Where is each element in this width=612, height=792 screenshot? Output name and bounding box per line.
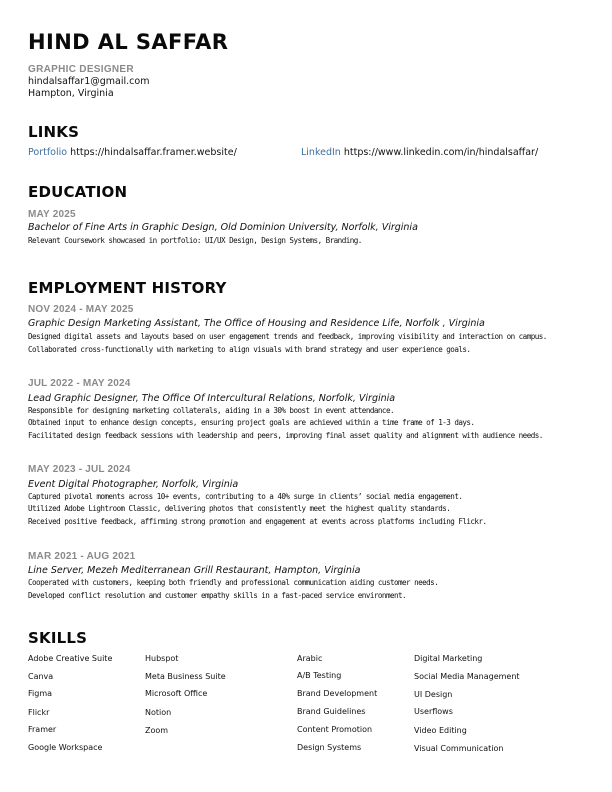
skill-item: Design Systems xyxy=(297,743,362,752)
job-date: NOV 2024 - MAY 2025 xyxy=(28,304,134,315)
skill-item: Adobe Creative Suite xyxy=(28,654,113,663)
linkedin-link-url[interactable]: https://www.linkedin.com/in/hindalsaffar/ xyxy=(343,147,539,158)
skill-item: Canva xyxy=(28,672,54,681)
job-bullet: Collaborated cross-functionally with marketing to align visuals with brand strategy and user experience goals. xyxy=(28,345,471,354)
skill-item: Digital Marketing xyxy=(414,654,483,663)
job-bullet: Facilitated design feedback sessions with leadership and peers, improving final asset quality and alignment with audience needs. xyxy=(28,431,543,440)
job-bullet: Captured pivotal moments across 10+ events, contributing to a 40% surge in clients’ social media engagement. xyxy=(28,492,463,501)
job-title: Lead Graphic Designer, The Office Of Intercultural Relations, Norfolk, Virginia xyxy=(28,393,396,404)
job-title: Graphic Design Marketing Assistant, The Office of Housing and Residence Life, Norfolk , Virginia xyxy=(28,318,485,329)
links-heading: LINKS xyxy=(28,123,80,141)
skill-item: Meta Business Suite xyxy=(145,672,226,681)
job-bullet: Cooperated with customers, keeping both friendly and professional communication aiding customer needs. xyxy=(28,578,439,587)
education-note: Relevant Coursework showcased in portfolio: UI/UX Design, Design Systems, Branding. xyxy=(28,236,362,245)
job-title: Event Digital Photographer, Norfolk, Virginia xyxy=(28,479,239,490)
job-date: MAR 2021 - AUG 2021 xyxy=(28,551,136,562)
skill-item: Google Workspace xyxy=(28,743,103,752)
education-heading: EDUCATION xyxy=(28,183,128,201)
job-bullet: Received positive feedback, affirming strong promotion and engagement at events across platforms including Flickr. xyxy=(28,517,487,526)
job-bullet: Developed conflict resolution and customer empathy skills in a fast-paced service environment. xyxy=(28,591,407,600)
skill-item: Content Promotion xyxy=(297,725,373,734)
education-date: MAY 2025 xyxy=(28,209,76,220)
skills-heading: SKILLS xyxy=(28,629,88,647)
job-bullet: Designed digital assets and layouts based on user engagement trends and feedback, improving visibility and interaction on campus. xyxy=(28,332,547,341)
job-role: GRAPHIC DESIGNER xyxy=(28,64,134,75)
portfolio-link-label[interactable]: Portfolio xyxy=(28,147,68,158)
email[interactable]: hindalsaffar1@gmail.com xyxy=(28,76,150,87)
portfolio-link[interactable] xyxy=(28,147,237,158)
job-bullet: Utilized Adobe Lightroom Classic, delivering photos that consistently meet the highest quality standards. xyxy=(28,504,451,513)
skill-item: UI Design xyxy=(414,690,453,699)
skill-item: Framer xyxy=(28,725,57,734)
skill-item: Figma xyxy=(28,689,53,698)
job-bullet: Obtained input to enhance design concepts, ensuring project goals are achieved within a time frame of 1-3 days. xyxy=(28,418,475,427)
linkedin-link-label[interactable]: LinkedIn xyxy=(301,147,341,158)
skill-item: Userflows xyxy=(414,707,453,716)
job-date: MAY 2023 - JUL 2024 xyxy=(28,464,131,475)
skill-item: Flickr xyxy=(28,708,50,717)
job-date: JUL 2022 - MAY 2024 xyxy=(28,378,131,389)
skill-item: Social Media Management xyxy=(414,672,520,681)
skill-item: Video Editing xyxy=(414,726,467,735)
skill-item: Hubspot xyxy=(145,654,179,663)
portfolio-link-url[interactable]: https://hindalsaffar.framer.website/ xyxy=(70,147,237,158)
job-title: Line Server, Mezeh Mediterranean Grill Restaurant, Hampton, Virginia xyxy=(28,565,361,576)
skill-item: Microsoft Office xyxy=(145,689,208,698)
skill-item: Arabic xyxy=(297,654,323,663)
linkedin-link[interactable] xyxy=(301,147,538,158)
candidate-name: HIND AL SAFFAR xyxy=(28,30,229,54)
skill-item: A/B Testing xyxy=(297,671,342,680)
location: Hampton, Virginia xyxy=(28,88,114,99)
job-bullet: Responsible for designing marketing collaterals, aiding in a 30% boost in event attendance. xyxy=(28,406,394,415)
skill-item: Brand Guidelines xyxy=(297,707,366,716)
skill-item: Visual Communication xyxy=(414,744,504,753)
employment-heading: EMPLOYMENT HISTORY xyxy=(28,279,227,297)
skill-item: Notion xyxy=(145,708,172,717)
skill-item: Brand Development xyxy=(297,689,378,698)
skill-item: Zoom xyxy=(145,726,169,735)
education-degree: Bachelor of Fine Arts in Graphic Design, Old Dominion University, Norfolk, Virginia xyxy=(28,222,418,233)
